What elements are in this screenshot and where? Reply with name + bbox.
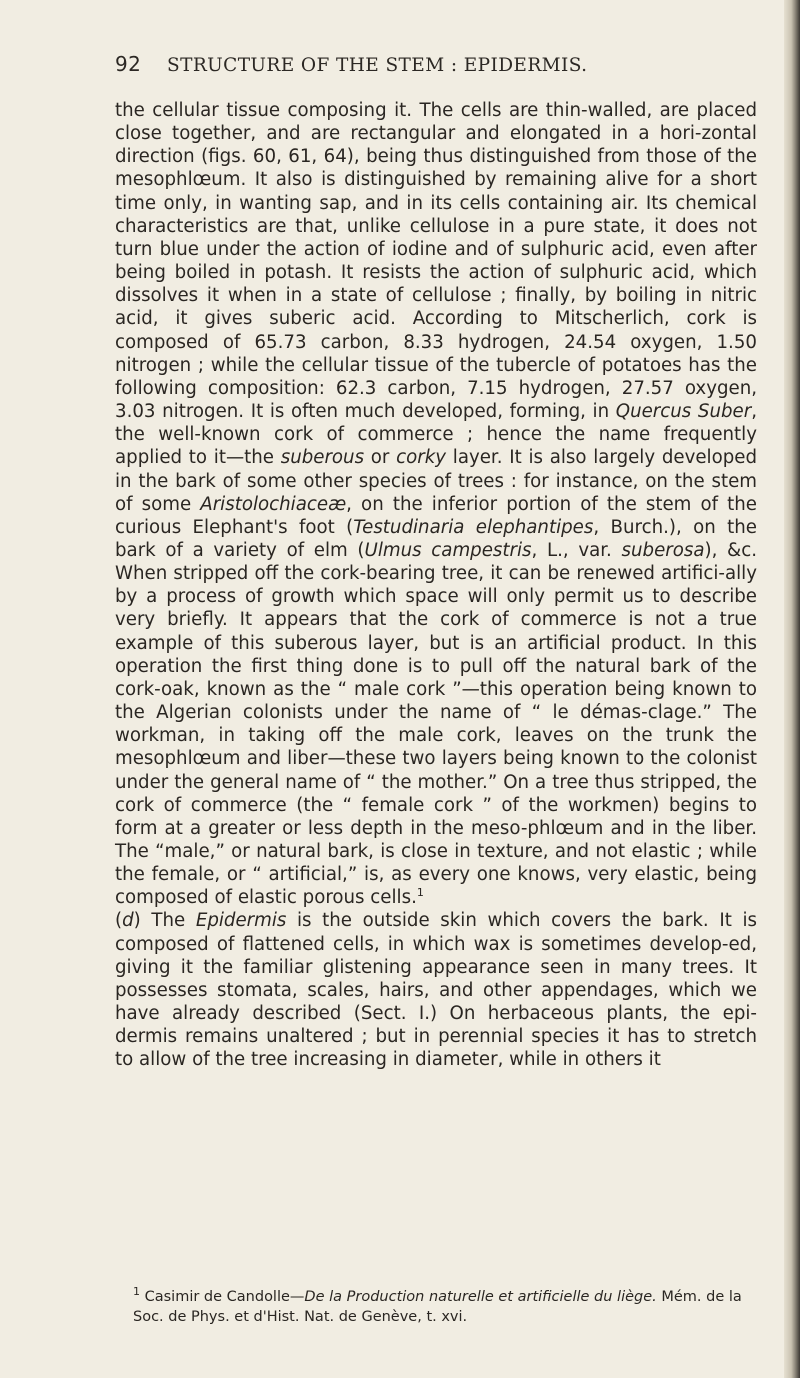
text-run: or (364, 447, 397, 469)
text-run: , Burch.), on the bark of a variety of elm ( (115, 516, 757, 561)
footnote-text (115, 1287, 760, 1327)
footnote-marker: 1 (133, 1285, 140, 1299)
italic-run: Aristolochiaceæ (200, 493, 347, 515)
text-run: layer. It is also largely developed in the bark of some other species of trees : for instance, on the stem of some (115, 447, 757, 515)
text-run: Mém. de la Soc. de Phys. et d'Hist. Nat. de Genève, t. xvi. (133, 1289, 742, 1325)
text-run: , the well-known cork of commerce ; hence the name frequently applied to it—the (115, 401, 757, 469)
italic-run: Quercus Suber (615, 401, 752, 423)
italic-run: suberosa (621, 539, 705, 561)
italic-run: Ulmus campestris (364, 539, 532, 561)
text-run: Casimir de Candolle— (140, 1289, 305, 1305)
italic-run: suberous (280, 447, 365, 469)
body-text (115, 99, 757, 1072)
running-title: STRUCTURE OF THE STEM : EPIDERMIS. (167, 55, 588, 76)
footnote (115, 1287, 760, 1327)
italic-run: corky (396, 447, 447, 469)
paragraph-cork (115, 99, 757, 909)
page-edge-shadow (784, 0, 800, 1378)
text-run: ( (115, 910, 123, 932)
text-run: ), &c. When stripped off the cork-bearing tree, it can be renewed artifici-ally by a process of growth which space will only permit us to describe very briefly. It appears that the cork of commerce is not a true example of this suberous layer, but is an artificial product. In this operation the first thing done is to pull off the natural bark of the cork-oak, known as the “ male cork ”—this operation being known to the Algerian colonists under the name of “ le démas-clage.” The workman, in taking off the male cork, leaves on the trunk the mesophlœum and liber—these two layers being known to the colonist under the general name of “ the mother.” On a tree thus stripped, the cork of commerce (the “ female cork ” of the workmen) begins to form at a greater or less depth in the meso-phlœum and in the liber. The “male,” or natural bark, is close in texture, and not elastic ; while the female, or “ artificial,” is, as every one knows, very elastic, being composed of elastic porous cells. (115, 539, 757, 909)
italic-run: De la Production naturelle et artificielle du liège. (304, 1289, 657, 1305)
text-run: , L., var. (531, 539, 622, 561)
text-run: , on the inferior portion of the stem of the curious Elephant's foot ( (115, 493, 757, 538)
italic-run: d (122, 910, 134, 932)
text-run: the cellular tissue composing it. The cells are thin-walled, are placed close together, and are rectangular and elongated in a hori-zontal direction (figs. 60, 61, 64), being thus distinguished from those of the mesophlœum. It also is distinguished by remaining alive for a short time only, in wanting sap, and in its cells containing air. Its chemical characteristics are that, unlike cellulose in a pure state, it does not turn blue under the action of iodine and of sulphuric acid, even after being boiled in potash. It resists the action of sulphuric acid, which dissolves it when in a state of cellulose ; finally, by boiling in nitric acid, it gives suberic acid. According to Mitscherlich, cork is composed of 65.73 carbon, 8.33 hydrogen, 24.54 oxygen, 1.50 nitrogen ; while the cellular tissue of the tubercle of potatoes has the following composition: 62.3 carbon, 7.15 hydrogen, 27.57 oxygen, 3.03 nitrogen. It is often much developed, forming, in (115, 100, 757, 423)
footnote-marker: 1 (416, 886, 424, 900)
page-number: 92 (115, 52, 142, 76)
running-header (115, 52, 755, 76)
italic-run: Epidermis (195, 910, 287, 932)
text-run: ) The (133, 910, 196, 932)
paragraph-epidermis (115, 909, 757, 1071)
italic-run: Testudinaria elephantipes (353, 516, 594, 538)
text-run: is the outside skin which covers the bark. It is composed of flattened cells, in which wax is sometimes develop-ed, giving it the familiar glistening appearance seen in many trees. It possesses stomata, scales, hairs, and other appendages, which we have already described (Sect. I.) On herbaceous plants, the epi-dermis remains unaltered ; but in perennial species it has to stretch to allow of the tree increasing in diameter, while in others it (115, 910, 757, 1071)
